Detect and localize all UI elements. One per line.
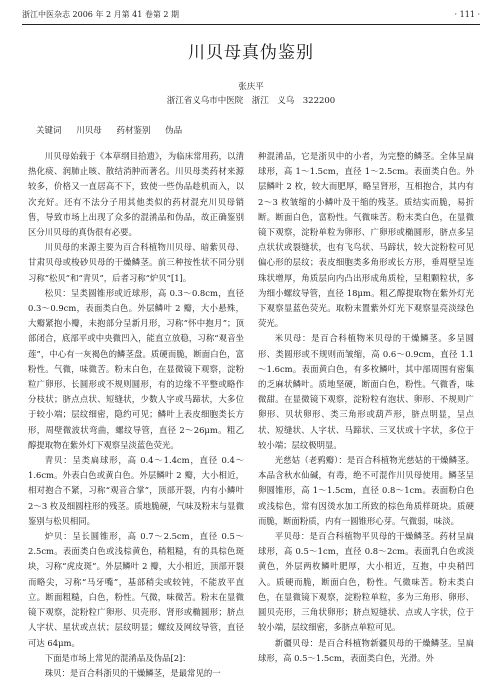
keyword: 川贝母 [76,126,102,136]
keyword: 药材鉴别 [116,126,151,136]
page-number: · 111 · [454,10,480,19]
keywords-label: 关键词 [36,126,62,136]
paragraph: 平贝母：是百合科植物平贝母的干燥鳞茎。药材呈扁球形，高 0.5～1cm，直径 0.8～2cm。表面乳白色或淡黄色，外层两枚鳞叶肥厚，大小相近，互抱，中央稍凹入。质硬而脆，断面白色，粉性。气微味苦。粉末类白色，在显微镜下观察，淀粉粒单粒，多为三角形、卵形、圆贝壳形，三角状卵形；脐点短缝状、点或人字状，位于较小端，层纹细密，多脐点单粒可见。 [258,531,474,633]
journal-info: 浙江中医杂志 2006 年 2 月第 41 卷第 2 期 [22,10,180,19]
paragraph: 松贝：呈类圆锥形或近球形，高 0.3～0.8cm，直径 0.3～0.9cm，表面类白色。外层鳞叶 2 瓣，大小悬殊，大瓣紧抱小瓣，未抱部分呈新月形，习称“怀中抱月”；顶部闭合，底部平或中央微凹入，能直立放稳，习称“观音坐莲”，中心有一灰褐色的鳞茎盘。质硬而脆，断面白色，富粉性。气微，味微苦。粉末白色，在显微镜下观察，淀粉粒广卵形、长圆形或不规则圆形，有的边缘不平整或略作分枝状；脐点点状、短缝状，少数人字或马蹄状，大多位于较小端；层纹细密，隐约可见；鳞叶上表皮细胞类长方形，周壁微波状弯曲，螺纹导管，直径 2～26μm。粗乙醇提取物在紫外灯下观察呈淡蓝色荧光。 [28,287,244,450]
paragraph: 炉贝：呈长圆锥形，高 0.7～2.5cm，直径 0.5～2.5cm。表面类白色或浅棕黄色，稍粗糙，有的具棕色斑块，习称“虎皮斑”。外层鳞叶 2 瓣，大小相近，顶部开裂而略尖，习称“马牙嘴”，基部稍尖或较钝，不能放平直立。断面粗糙，白色，粉性。气微，味微苦。粉末在显微镜下观察，淀粉粒广卵形、贝壳形、肾形或椭圆形；脐点人字状、星状或点状；层纹明显；螺纹及网纹导管，直径可达 64μm。 [28,531,244,648]
paragraph: 川贝母始载于《本草纲目拾遗》，为临床常用药，以清热化痰、润肺止咳、散结消肿而著名。川贝母类药材来源较多，价格又一直居高不下，致使一些伪品趁机而入，以次充好。还有不法分子用其他类似的药材混充川贝母销售，导致市场上出现了众多的混淆品和伪品，故正确鉴别区分川贝母的真伪很有必要。 [28,151,244,238]
author-name: 张庆平 [238,82,264,92]
paragraph: 光慈姑（老鸦瓣）：是百合科植物光慈姑的干燥鳞茎。本品含秋水仙碱，有毒，绝不可混作川贝母使用。鳞茎呈卵圆锥形，高 1～1.5cm，直径 0.8～1cm。表面粉白色或浅棕色，常有因烫水加工所致的棕色角质样斑块。质硬而脆，断面粉质，内有一圆锥形心芽。气微弱，味淡。 [258,455,474,526]
article-title: 川贝母真伪鉴别 [188,43,314,63]
author-affiliation: 浙江省义乌市中医院 浙江 义乌 322200 [166,96,336,106]
paragraph: 下面是市场上常见的混淆品及伪品[2]： [44,652,191,663]
paragraph: 珠贝：是百合科浙贝的干燥鳞茎，是最常见的一 [44,667,221,678]
paragraph: 米贝母：是百合科植物米贝母的干燥鳞茎。多呈圆形、类圆形或不规则而皱缩，高 0.6～0.9cm，直径 1.1～1.6cm。表面黄白色，有多枚鳞叶，其中部周围有密集的乏麻状鳞叶。质地坚硬，断面白色，粉性。气微香，味微甜。在显微镜下观察，淀粉粒有泡状、卵形、不规则广卵形、贝状卵形、类三角形或葫芦形，脐点明显，呈点状、短缝状、人字状、马蹄状、三叉状或十字状，多位于较小端；层纹极明显。 [258,333,474,450]
right-column [258,149,474,666]
paragraph: 新疆贝母：是百合科植物新疆贝母的干燥鳞茎。呈扁球形，高 0.5～1.5cm，表面类白色，光滑。外 [258,637,474,663]
left-column [28,149,244,681]
keyword: 伪品 [165,126,183,136]
paragraph: 川贝母的来源主要为百合科植物川贝母、暗紫贝母、甘肃贝母或梭砂贝母的干燥鳞茎。前三种按性状不同分别习称“松贝”和“青贝”，后者习称“炉贝”[1]。 [28,242,244,283]
paragraph: 青贝：呈类扁球形，高 0.4～1.4cm，直径 0.4～1.6cm。外表白色或黄白色。外层鳞叶 2 瓣，大小相近，相对抱合不紧，习称“观音合掌”，顶部开裂，内有小鳞叶 2～3 枚及细圆柱形的残茎。质地脆硬，气味及粉末与显微鉴别与松贝相同。 [28,455,244,526]
running-header [22,8,480,22]
header-rule [22,24,480,25]
paragraph: 种混淆品，它是浙贝中的小者，为完整的鳞茎。全体呈扁球形，高 1～1.5cm，直径 1～2.5cm。表面类白色。外层鳞叶 2 枚，较大而肥厚，略呈肾形，互相抱合，其内有 2～3 枚皱缩的小鳞叶及干缩的残茎。质结实而脆，易折断。断面白色，富粉性。气微味苦。粉末类白色，在显微镜下观察，淀粉单粒为卵形、广卵形或椭圆形，脐点多呈点状状或裂缝状，也有飞鸟状、马蹄状，较大淀粉粒可见偏心形的层纹；表皮细胞类多角形或长方形，垂周壁呈连珠状增厚，角质层向内凸出形成角质栓，呈粗颗粒状，多为细小螺纹导管，直径 18μm。粗乙醇提取物在紫外灯光下观察显蓝色荧光。取粉末置紫外灯光下观察显亮淡绿色荧光。 [258,151,474,329]
keywords-line [36,124,194,136]
